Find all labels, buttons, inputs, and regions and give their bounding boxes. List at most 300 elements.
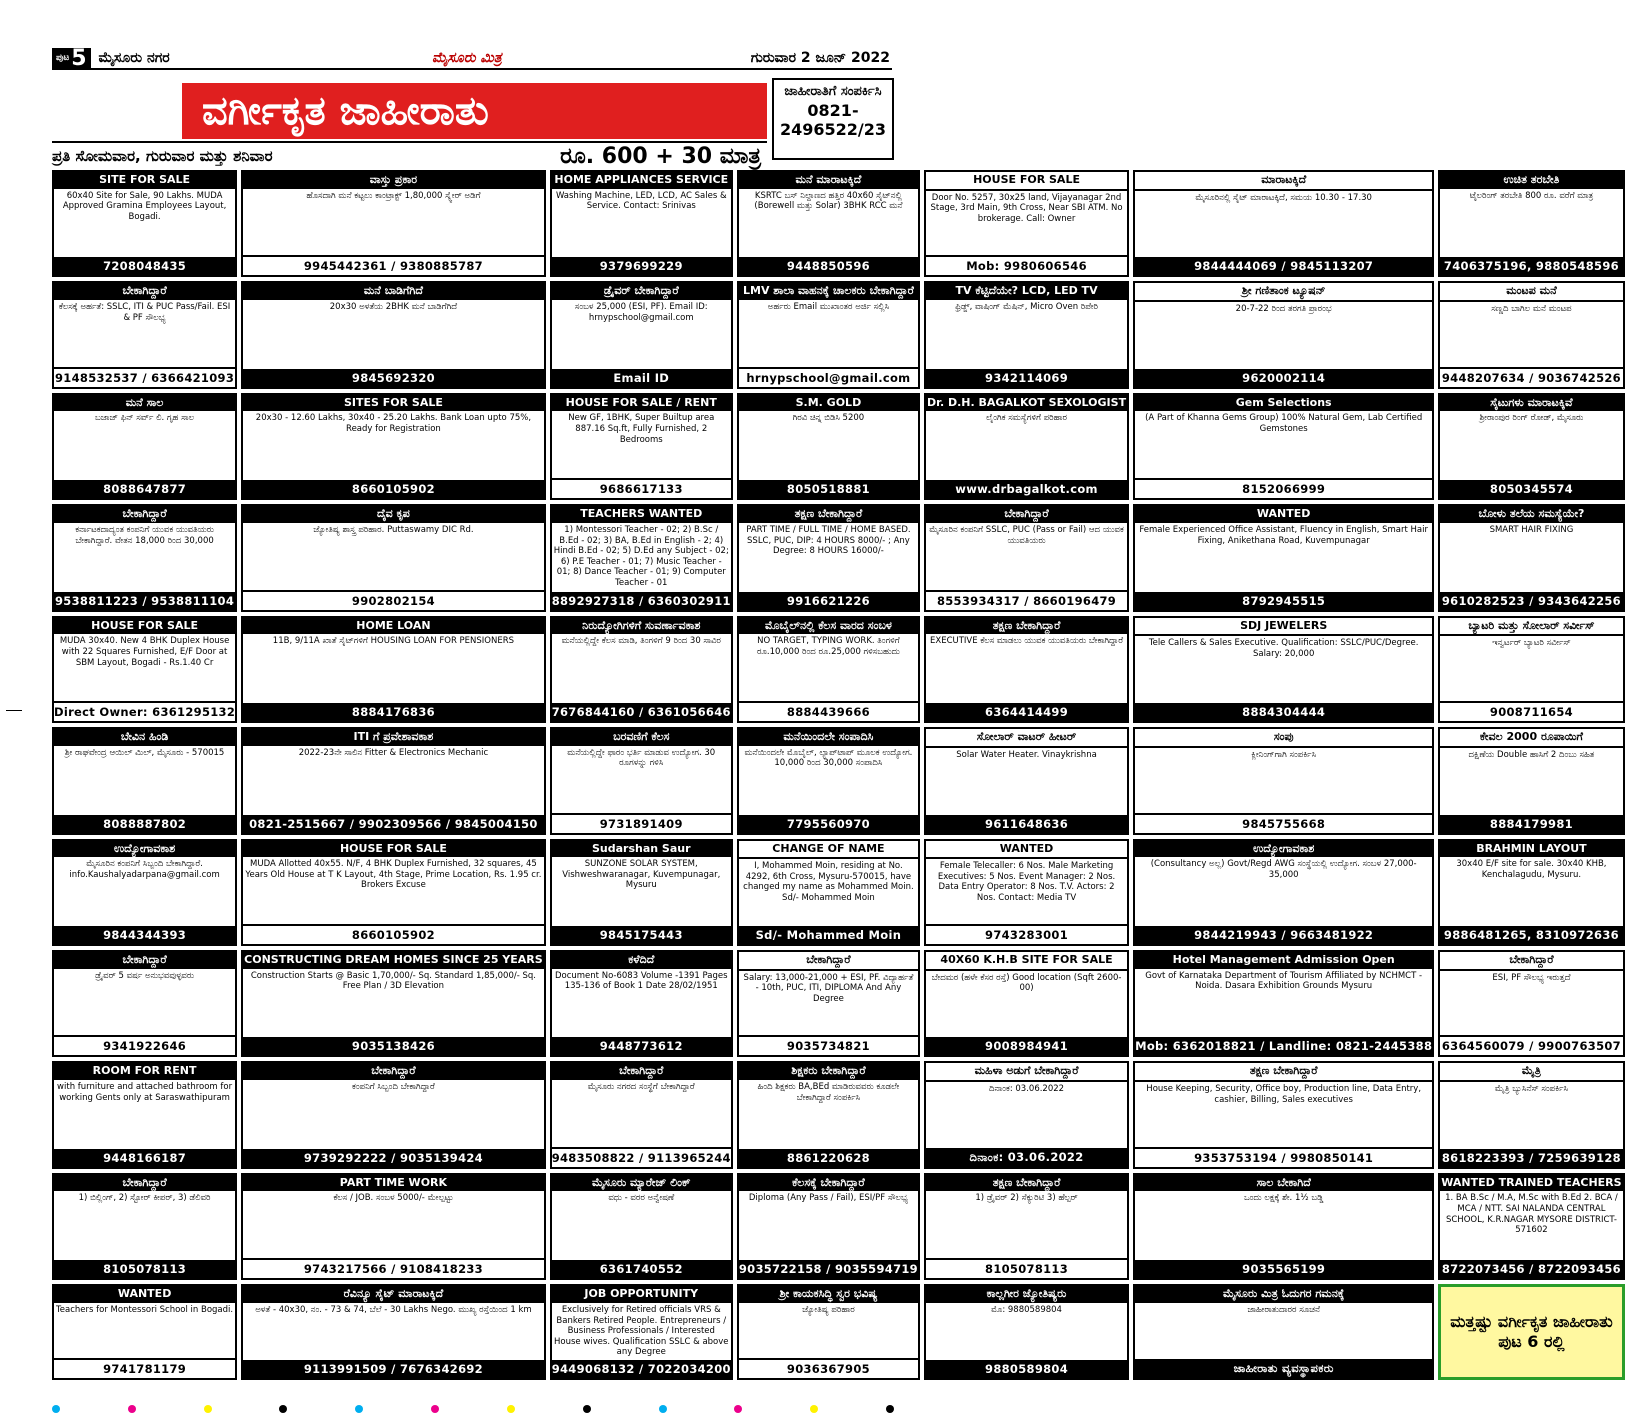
ad-title: ದೈವ ಕೃಪ	[243, 506, 544, 523]
ad-title: ಸೈಟುಗಳು ಮಾರಾಟಕ್ಕಿವೆ	[1440, 395, 1622, 412]
classified-ad	[241, 281, 546, 388]
ad-title: ರೆವಿನ್ಯೂ ಸೈಟ್ ಮಾರಾಟಕ್ಕಿದೆ	[243, 1286, 544, 1303]
ad-body: Tele Callers & Sales Executive. Qualification: SSLC/PUC/Degree. Salary: 20,000	[1148, 638, 1419, 659]
ad-body: 60x40 Site for Sale, 90 Lakhs. MUDA Approved Gramina Employees Layout, Bogadi.	[62, 190, 227, 222]
ad-title: ಉದ್ಯೋಗಾವಕಾಶ	[54, 841, 235, 858]
ad-phone: 9845175443	[552, 926, 731, 944]
classified-ad	[924, 504, 1129, 611]
ad-title: ನಿರುದ್ಯೋಗಿಗಳಿಗೆ ಸುವರ್ಣಾವಕಾಶ	[552, 618, 731, 635]
ad-title: ROOM FOR RENT	[54, 1063, 235, 1080]
ad-body: ಕೆಲಸ / JOB. ಸಂಬಳ 5000/- ಮೇಲ್ಪಟ್ಟು	[333, 1193, 454, 1204]
ad-title: WANTED	[926, 841, 1127, 860]
ad-body: ಕೆಲಸಕ್ಕೆ ಅರ್ಹತೆ: SSLC, ITI & PUC Pass/Fail. ESI & PF ಸೌಲಭ್ಯ	[58, 302, 231, 323]
ad-body: NO TARGET, TYPING WORK. ತಿಂಗಳಿಗೆ ರೂ.10,000 ರಿಂದ ರೂ.25,000 ಗಳಿಸಬಹುದು	[756, 636, 900, 657]
ad-phone: 8892927318 / 6360302911	[551, 593, 731, 608]
ad-phone: 9739292222 / 9035139424	[243, 1149, 544, 1167]
ad-title: Hotel Management Admission Open	[1135, 952, 1432, 969]
ad-body: Exclusively for Retired officials VRS & Bankers Retired People. Entrepreneurs / Business Professionals / Interested House wives. Qualification SSLC & above any Degree	[553, 1304, 729, 1358]
ad-body: 30x40 E/F site for sale. 30x40 KHB, Kenchalagudu, Mysuru.	[1456, 859, 1607, 880]
ad-title: ಮೊಬೈಲ್‌ನಲ್ಲಿ ಕೆಲಸ ವಾರದ ಸಂಬಳ	[739, 618, 918, 635]
classified-ad	[550, 1284, 733, 1380]
ad-body: ಅರ್ಹರು Email ಮುಖಾಂತರ ಅರ್ಜಿ ಸಲ್ಲಿಸಿ	[767, 302, 890, 313]
classified-ad	[550, 616, 733, 723]
classified-ad	[550, 727, 733, 834]
ad-body: House Keeping, Security, Office boy, Production line, Data Entry, cashier, Billing, Sales executives	[1146, 1084, 1422, 1105]
ad-body: ಮೈಸೂರಿನ ಕಂಪನಿಗೆ ಸಿಬ್ಬಂದಿ ಬೇಕಾಗಿದ್ದಾರೆ. info.Kaushalyadarpana@gmail.com	[69, 859, 220, 880]
classified-ad	[52, 504, 237, 611]
classified-ad	[1133, 727, 1434, 834]
ad-body: New GF, 1BHK, Super Builtup area 887.16 Sq.ft, Fully Furnished, 2 Bedrooms	[568, 413, 715, 445]
ad-title: ಮೈತ್ರಿ	[1440, 1063, 1622, 1082]
classified-ad	[737, 616, 920, 723]
classified-ad	[1438, 393, 1624, 500]
ad-phone: 9743283001	[926, 924, 1127, 944]
ad-body: Document No-6083 Volume -1391 Pages 135-136 of Book 1 Date 28/02/1951	[554, 970, 728, 992]
ad-title: ಮನೆಯಿಂದಲೇ ಸಂಪಾದಿಸಿ	[739, 729, 918, 746]
contact-label: ಜಾಹೀರಾತಿಗೆ ಸಂಪರ್ಕಿಸಿ	[784, 84, 882, 99]
ad-title: HOME LOAN	[243, 618, 544, 635]
ad-body: ಅಳತೆ - 40x30, ನಂ. - 73 & 74, ಬೆಲೆ - 30 Lakhs Nego. ಮುಖ್ಯ ರಸ್ತೆಯಿಂದ 1 km	[255, 1304, 532, 1315]
classified-ad	[737, 727, 920, 834]
ad-body: 20x30 - 12.60 Lakhs, 30x40 - 25.20 Lakhs. Bank Loan upto 75%, Ready for Registration	[255, 413, 532, 435]
ad-body: MUDA 30x40. New 4 BHK Duplex House with 22 Squares Furnished, E/F Door at SBM Layout, Bogadi - Rs.1.40 Cr	[59, 636, 230, 668]
classified-ad	[1133, 616, 1434, 723]
classified-ad	[550, 281, 733, 388]
ad-phone: 8152066999	[1135, 478, 1432, 498]
classified-ad	[52, 950, 237, 1057]
ad-title: 40X60 K.H.B SITE FOR SALE	[926, 952, 1127, 971]
ad-body: ಮೈತ್ರಿ ಬ್ಯುಸಿನೆಸ್ ಸಂಪರ್ಕಿಸಿ	[1494, 1084, 1569, 1095]
ad-title: ಬೇಕಾಗಿದ್ದಾರೆ	[243, 1063, 544, 1080]
ad-phone: 8105078113	[926, 1258, 1127, 1278]
ad-phone: 8884304444	[1135, 703, 1432, 721]
ad-body: ಮನೆಯಲ್ಲಿದ್ದೇ ಫಾರಂ ಭರ್ತಿ ಮಾಡುವ ಉದ್ಯೋಗ. 30 ರೂಗಳನ್ನು ಗಳಿಸಿ	[567, 747, 716, 769]
ads-grid	[52, 170, 1622, 1380]
ad-title: WANTED TRAINED TEACHERS	[1440, 1175, 1622, 1192]
classified-ad	[1438, 950, 1624, 1057]
classified-ad	[52, 1173, 237, 1280]
ad-body: 1) ಡ್ರೈವರ್ 2) ಸೆಕ್ಯುರಿಟಿ 3) ಹೆಲ್ಪರ್	[975, 1193, 1078, 1204]
ad-phone: 9449068132 / 7022034200	[551, 1362, 731, 1376]
ad-body: 11B, 9/11A ಖಾತೆ ಸೈಟ್‌ಗಳಿಗೆ HOUSING LOAN FOR PENSIONERS	[272, 636, 515, 647]
classified-ad	[52, 1061, 237, 1168]
classified-ad	[241, 504, 546, 611]
ad-title: S.M. GOLD	[739, 395, 918, 412]
ad-title: SITE FOR SALE	[54, 172, 235, 189]
classified-ad	[550, 393, 733, 500]
ad-phone: 9686617133	[552, 478, 731, 498]
ad-body: SUNZONE SOLAR SYSTEM, Vishweshwaranagar, Kuvempunagar, Mysuru	[562, 859, 721, 891]
classified-ad	[1438, 616, 1624, 723]
ad-title: JOB OPPORTUNITY	[552, 1286, 731, 1303]
classified-ad	[924, 727, 1129, 834]
ad-phone: 9113991509 / 7676342692	[243, 1360, 544, 1378]
ad-body: ಡ್ರೈವರ್ 5 ವರ್ಷ ಅನುಭವವುಳ್ಳವರು	[95, 970, 195, 981]
ad-phone: 9008711654	[1440, 701, 1622, 721]
ad-body: ಹೊಸದಾಗಿ ಮನೆ ಕಟ್ಟಲು ಕಾಂಟ್ರಾಕ್ಟ್ 1,80,000 ಸ್ಕ್ವೇರ್ ಅಡಿಗೆ	[306, 190, 481, 201]
ad-title: ITI ಗೆ ಪ್ರವೇಶಾವಕಾಶ	[243, 729, 544, 746]
ad-phone: 9008984941	[926, 1037, 1127, 1055]
classified-ad	[1133, 1173, 1434, 1280]
classified-ad	[52, 281, 237, 388]
ad-phone: Sd/- Mohammed Moin	[739, 926, 918, 944]
ad-title: ಶಿಕ್ಷಕರು ಬೇಕಾಗಿದ್ದಾರೆ	[739, 1063, 918, 1080]
banner-decoration	[52, 83, 182, 139]
ad-phone: 9945442361 / 9380885787	[243, 255, 544, 275]
ad-title: ಮನೆ ಮಾರಾಟಕ್ಕಿದೆ	[739, 172, 918, 189]
classified-ad	[737, 281, 920, 388]
ad-title: ಮಂಟಪ ಮನೆ	[1440, 283, 1622, 302]
ad-phone: 6364414499	[926, 703, 1127, 721]
ad-body: Govt of Karnataka Department of Tourism Affiliated by NCHMCT - Noida. Dasara Exhibition Grounds Mysuru	[1145, 970, 1423, 992]
ad-title: WANTED	[54, 1286, 235, 1303]
classified-ad	[550, 170, 733, 277]
section-name: ಮೈಸೂರು ನಗರ	[98, 50, 170, 66]
ad-phone: 9743217566 / 9108418233	[243, 1258, 544, 1278]
ad-body: I, Mohammed Moin, residing at No. 4292, 6th Cross, Mysuru-570015, have changed my name as Mohammed Moin. Sd/- Mohammed Moin	[743, 861, 914, 904]
classified-ad	[1438, 281, 1624, 388]
ad-body: ಕ್ಲೀನಿಂಗ್‌ಗಾಗಿ ಸಂಪರ್ಕಿಸಿ	[1251, 749, 1317, 760]
ad-body: Female Telecaller: 6 Nos. Male Marketing Executives: 5 Nos. Event Manager: 2 Nos. Data Entry Operator: 8 Nos. T.V. Actors: 2 Nos. Contact: Media TV	[937, 861, 1116, 904]
ad-body: ESI, PF ಸೌಲಭ್ಯ ಇರುತ್ತದೆ	[1492, 972, 1571, 983]
ad-body: EXECUTIVE ಕೆಲಸ ಮಾಡಲು ಯುವಕ ಯುವತಿಯರು ಬೇಕಾಗಿದ್ದಾರೆ	[930, 636, 1124, 647]
ad-body: Washing Machine, LED, LCD, AC Sales & Service. Contact: Srinivas	[555, 190, 727, 212]
ad-title: HOUSE FOR SALE	[243, 841, 544, 858]
classified-ad	[52, 170, 237, 277]
ad-body: ದಿನಾಂಕ: 03.06.2022	[989, 1084, 1065, 1095]
classified-ad	[550, 839, 733, 946]
ad-phone: 0821-2515667 / 9902309566 / 9845004150	[243, 815, 544, 833]
ad-body: ಟೈಲರಿಂಗ್ ತರಬೇತಿ 800 ರೂ. ವರೆಗೆ ಮಾತ್ರ	[1469, 190, 1594, 201]
classified-ad	[1133, 950, 1434, 1057]
classified-ad	[1438, 504, 1624, 611]
ad-phone: 8050518881	[739, 480, 918, 498]
classified-ad	[1438, 839, 1624, 946]
classified-ad	[737, 1173, 920, 1280]
ad-body: ಮೈಸೂರಿನಲ್ಲಿ ಸೈಟ್ ಮಾರಾಟಕ್ಕಿದೆ, ಸಮಯ 10.30 - 17.30	[1195, 192, 1372, 203]
classified-ad	[924, 393, 1129, 500]
classified-ad	[1133, 393, 1434, 500]
ad-title: ತಕ್ಷಣ ಬೇಕಾಗಿದ್ದಾರೆ	[739, 506, 918, 523]
ad-phone: www.drbagalkot.com	[926, 480, 1127, 498]
ad-phone: 9448850596	[739, 257, 918, 275]
ad-title: ಬೇಕಾಗಿದ್ದಾರೆ	[1440, 952, 1622, 971]
ad-phone: 9353753194 / 9980850141	[1135, 1147, 1432, 1167]
ad-phone: 7676844160 / 6361056646	[551, 705, 731, 720]
newspaper-brand: ಮೈಸೂರು ಮಿತ್ರ	[432, 50, 502, 66]
ad-title: HOUSE FOR SALE	[54, 618, 235, 635]
ad-body: ಕರ್ನಾಟಕದಾದ್ಯಂತ ಕಂಪನಿಗೆ ಯುವಕ ಯುವತಿಯರು ಬೇಕಾಗಿದ್ದಾರೆ. ವೇತನ 18,000 ರಿಂದ 30,000	[75, 524, 214, 546]
ad-phone: 9341922646	[54, 1035, 235, 1055]
classified-ad	[241, 1284, 546, 1380]
ad-title: ಸಾಲ ಬೇಕಾಗಿದೆ	[1135, 1175, 1432, 1192]
ad-body: 1. BA B.Sc / M.A, M.Sc with B.Ed 2. BCA / MCA / NTT. SAI NALANDA CENTRAL SCHOOL, K.R.NAGAR MYSORE DISTRICT-571602	[1445, 1193, 1618, 1236]
ad-title: ಶ್ರೀ ಗಣಿತಾಂಕ ಟ್ಯೂಷನ್	[1135, 283, 1432, 302]
classified-ad	[1438, 170, 1624, 277]
ad-title: LMV ಶಾಲಾ ವಾಹನಕ್ಕೆ ಚಾಲಕರು ಬೇಕಾಗಿದ್ದಾರೆ	[739, 283, 918, 300]
ad-body: ಜ್ಯೋತಿಷ್ಯ ಪರಿಹಾರ	[802, 1304, 855, 1315]
ad-title: TV ಕೆಟ್ಟಿದೆಯೇ? LCD, LED TV	[926, 283, 1127, 300]
ad-title: BRAHMIN LAYOUT	[1440, 841, 1622, 858]
ad-title: ಬೇಕಾಗಿದ್ದಾರೆ	[54, 952, 235, 969]
ad-body: ಮೈಸೂರು ನಗರದ ಸಂಸ್ಥೆಗೆ ಬೇಕಾಗಿದ್ದಾರೆ	[587, 1082, 695, 1093]
ad-body: ಸಣ್ಣದಿ ಬಾಗಿಲ ಮನೆ ಮಂಟಪ	[1491, 304, 1572, 315]
ad-body: KSRTC ಬಸ್ ನಿಲ್ದಾಣದ ಹತ್ತಿರ 40x60 ಸೈಟ್‌ನಲ್ಲಿ (Borewell ಮತ್ತು Solar) 3BHK RCC ಮನೆ	[754, 190, 903, 212]
ad-phone: 9036367905	[739, 1358, 918, 1378]
ad-phone: Email ID	[552, 369, 731, 387]
classified-ad	[737, 950, 920, 1057]
margin-mark	[6, 710, 22, 711]
ad-phone: 9610282523 / 9343642256	[1441, 593, 1621, 608]
ad-body: ಮನೆಯಿಂದಲೇ ಮೊಬೈಲ್, ಲ್ಯಾಪ್‌ಟಾಪ್ ಮೂಲಕ ಉದ್ಯೋಗ. 10,000 ರಿಂದ 30,000 ಸಂಪಾದಿಸಿ	[744, 747, 913, 769]
ad-title: WANTED	[1135, 506, 1432, 523]
ad-title: SITES FOR SALE	[243, 395, 544, 412]
ad-body: ಮೊ: 9880589804	[991, 1304, 1062, 1315]
classified-ad	[737, 1061, 920, 1168]
ad-title: PART TIME WORK	[243, 1175, 544, 1192]
ad-title: ಬೋಳು ತಲೆಯ ಸಮಸ್ಯೆಯೇ?	[1440, 506, 1622, 523]
classified-ad	[241, 393, 546, 500]
ad-title: Dr. D.H. BAGALKOT SEXOLOGIST	[926, 395, 1127, 412]
ad-title: ಬರವಣಿಗೆ ಕೆಲಸ	[552, 729, 731, 746]
classified-ad	[550, 950, 733, 1057]
ad-body: Door No. 5257, 30x25 land, Vijayanagar 2nd Stage, 3rd Main, 9th Cross, Near SBI ATM. No brokerage. Call: Owner	[930, 192, 1123, 224]
ad-body: 1) ಬಿಲ್ಲಿಂಗ್, 2) ಸ್ಟೋರ್ ಕೀಪರ್, 3) ಡೆಲಿವರಿ	[78, 1193, 211, 1204]
ad-phone: 9880589804	[926, 1360, 1127, 1378]
ad-body: 20x30 ಅಳತೆಯ 2BHK ಮನೆ ಬಾಡಿಗೆಗಿದೆ	[329, 302, 458, 313]
ad-body: 1) Montessori Teacher - 02; 2) B.Sc / B.Ed - 02; 3) BA, B.Ed in English - 2; 4) Hindi B.Ed - 02; 5) D.Ed any Subject - 02; 6) P.E Teacher - 01; 7) Music Teacher - 01; 8) Dance Teacher - 01; 9) Computer Teacher - 01	[553, 524, 729, 589]
ad-title: ಸಂಪು	[1135, 729, 1432, 748]
ad-title: ಕೇವಲ 2000 ರೂಪಾಯಿಗೆ	[1440, 729, 1622, 748]
ad-title: ಬೇಕಾಗಿದ್ದಾರೆ	[54, 283, 235, 300]
ad-title: ಉದ್ಯೋಗಾವಕಾಶ	[1135, 841, 1432, 858]
ad-title: ಶ್ರೀ ಕಾಯಕಸಿದ್ಧಿ ಸ್ವರ ಭವಿಷ್ಯ	[739, 1286, 918, 1303]
ad-title: ಬೇವಿನ ಹಿಂಡಿ	[54, 729, 235, 746]
ad-body: ಸಂಬಳ 25,000 (ESI, PF). Email ID: hrnypschool@gmail.com	[574, 302, 708, 323]
ad-phone: 9845692320	[243, 369, 544, 387]
ad-phone: 8884439666	[739, 701, 918, 721]
ad-phone: 9148532537 / 6366421093	[54, 367, 235, 387]
ad-phone: 8088887802	[54, 815, 235, 833]
ad-phone: 9844219943 / 9663481922	[1135, 926, 1432, 944]
classified-ad	[924, 839, 1129, 946]
classified-ad	[241, 950, 546, 1057]
ad-phone: 9448773612	[552, 1037, 731, 1055]
ad-title: ಮೈಸೂರು ಮ್ಯಾರೇಜ್ ಲಿಂಕ್	[552, 1175, 731, 1192]
ad-title: ಬೇಕಾಗಿದ್ದಾರೆ	[54, 506, 235, 523]
ad-phone: 9035734821	[739, 1035, 918, 1055]
classified-ad	[550, 1173, 733, 1280]
classified-ad	[52, 616, 237, 723]
ad-phone: 9844444069 / 9845113207	[1135, 257, 1432, 275]
ad-phone: 9448166187	[54, 1149, 235, 1167]
ad-title: HOUSE FOR SALE	[926, 172, 1127, 191]
classified-ad	[1133, 1061, 1434, 1168]
ad-title: ಮನೆ ಸಾಲ	[54, 395, 235, 412]
ad-phone: 6361740552	[552, 1260, 731, 1278]
ad-body: ಫ್ರಿಡ್ಜ್, ವಾಷಿಂಗ್ ಮೆಷಿನ್, Micro Oven ರಿಪೇರಿ	[955, 302, 1099, 313]
ad-body: Salary: 13,000-21,000 + ESI, PF. ವಿದ್ಯಾರ್ಹತೆ - 10th, PUC, ITI, DIPLOMA And Any Degree	[743, 972, 914, 1004]
ad-title: ಬೇಕಾಗಿದ್ದಾರೆ	[926, 506, 1127, 523]
classified-ad	[52, 393, 237, 500]
ad-title: TEACHERS WANTED	[552, 506, 731, 523]
publication-schedule: ಪ್ರತಿ ಸೋಮವಾರ, ಗುರುವಾರ ಮತ್ತು ಶನಿವಾರ	[52, 147, 273, 165]
ad-title: ತಕ್ಷಣ ಬೇಕಾಗಿದ್ದಾರೆ	[926, 1175, 1127, 1192]
classified-ad	[737, 504, 920, 611]
classified-ad	[241, 616, 546, 723]
ad-title: ವಾಸ್ತು ಪ್ರಕಾರ	[243, 172, 544, 189]
ad-phone: 9902802154	[243, 590, 544, 610]
ad-phone: 6364560079 / 9900763507	[1440, 1035, 1622, 1055]
classified-ad	[924, 281, 1129, 388]
ad-title: CHANGE OF NAME	[739, 841, 918, 860]
classified-ad	[52, 1284, 237, 1380]
ad-phone: Direct Owner: 6361295132	[54, 701, 235, 721]
ad-phone: 8553934317 / 8660196479	[926, 590, 1127, 610]
ad-phone: 8861220628	[739, 1149, 918, 1167]
ad-body: ಮತ್ತಷ್ಟು ವರ್ಗೀಕೃತ ಜಾಹೀರಾತು ಪುಟ 6 ರಲ್ಲಿ	[1450, 1312, 1613, 1352]
ad-title: ಮಹಿಳಾ ಅಡುಗೆ ಬೇಕಾಗಿದ್ದಾರೆ	[926, 1063, 1127, 1082]
ad-body: 20-7-22 ರಿಂದ ತರಗತಿ ಪ್ರಾರಂಭ	[1235, 304, 1332, 315]
ad-phone: 9483508822 / 9113965244	[552, 1147, 731, 1167]
ad-title: ಡ್ರೈವರ್ ಬೇಕಾಗಿದ್ದಾರೆ	[552, 283, 731, 300]
classified-ad	[737, 170, 920, 277]
classified-ad	[1438, 1061, 1624, 1168]
ad-phone: 9620002114	[1135, 369, 1432, 387]
ad-title: HOME APPLIANCES SERVICE	[552, 172, 731, 189]
banner-title: ವರ್ಗೀಕೃತ ಜಾಹೀರಾತು	[182, 83, 767, 139]
ad-phone: ದಿನಾಂಕ: 03.06.2022	[926, 1148, 1127, 1167]
ad-title: ಮೈಸೂರು ಮಿತ್ರ ಓದುಗರ ಗಮನಕ್ಕೆ	[1135, 1286, 1432, 1303]
ad-body: ಮನೆಯಲ್ಲಿದ್ದೇ ಕೆಲಸ ಮಾಡಿ, ತಿಂಗಳಿಗೆ 9 ರಿಂದ 30 ಸಾವಿರ	[561, 636, 721, 647]
classified-ad	[241, 727, 546, 834]
ad-body: (Consultancy ಅಲ್ಲ) Govt/Regd AWG ಸಂಸ್ಥೆಯಲ್ಲಿ ಉದ್ಯೋಗ. ಸಂಬಳ 27,000-35,000	[1150, 859, 1417, 880]
classified-ad	[1438, 1173, 1624, 1280]
ad-body: Construction Starts @ Basic 1,70,000/- Sq. Standard 1,85,000/- Sq. Free Plan / 3D Elevation	[250, 970, 536, 992]
print-registration-dots	[52, 1405, 894, 1413]
classified-ad	[241, 839, 546, 946]
classified-ad	[550, 504, 733, 611]
ad-title: Sudarshan Saur	[552, 841, 731, 858]
classified-ad	[1133, 1284, 1434, 1380]
ad-title: ಮನೆ ಬಾಡಿಗೆಗಿದೆ	[243, 283, 544, 300]
ad-phone: 9741781179	[54, 1358, 235, 1378]
ad-phone: 9379699229	[552, 257, 731, 275]
ad-phone: 9035722158 / 9035594719	[738, 1262, 918, 1277]
ad-title: ಬೇಕಾಗಿದ್ದಾರೆ	[54, 1175, 235, 1192]
ad-phone: Mob: 6362018821 / Landline: 0821-2445388	[1135, 1039, 1433, 1054]
ad-title: ಉಚಿತ ತರಬೇತಿ	[1440, 172, 1622, 189]
classified-ad	[924, 1173, 1129, 1280]
ad-phone: ಜಾಹೀರಾತು ವ್ಯವಸ್ಥಾಪಕರು	[1135, 1359, 1432, 1378]
ad-price: ರೂ. 600 + 30 ಮಾತ್ರ	[560, 143, 761, 169]
ad-phone: 8722073456 / 8722093456	[1441, 1262, 1621, 1277]
ad-body: 2022-23ನೇ ಸಾಲಿನ Fitter & Electronics Mechanic	[298, 747, 489, 758]
ad-body: ಬಜಾಜ್ ಫಿನ್ ಸರ್ವ್ ಲಿ. ಗೃಹ ಸಾಲ	[95, 413, 195, 424]
ad-phone: 9845755668	[1135, 813, 1432, 833]
classified-ad	[1133, 504, 1434, 611]
ad-phone: hrnypschool@gmail.com	[739, 367, 918, 387]
ad-phone: 8105078113	[54, 1260, 235, 1278]
ad-title: CONSTRUCTING DREAM HOMES SINCE 25 YEARS	[243, 952, 544, 969]
ad-body: Female Experienced Office Assistant, Fluency in English, Smart Hair Fixing, Anikethana Road, Kuvempunagar	[1139, 524, 1428, 546]
ad-body: Diploma (Any Pass / Fail), ESI/PF ಸೌಲಭ್ಯ	[748, 1193, 908, 1204]
ad-title: SDJ JEWELERS	[1135, 618, 1432, 637]
banner-subline	[52, 141, 767, 169]
ad-body: SMART HAIR FIXING	[1489, 524, 1574, 535]
ad-body: Teachers for Montessori School in Bogadi.	[56, 1304, 234, 1315]
ad-title: ಕೆಲಸಕ್ಕೆ ಬೇಕಾಗಿದ್ದಾರೆ	[739, 1175, 918, 1192]
ad-title: ಮಾರಾಟಕ್ಕಿದೆ	[1135, 172, 1432, 191]
ad-body: with furniture and attached bathroom for working Gents only at Saraswathipuram	[57, 1082, 233, 1103]
classified-ad	[924, 1284, 1129, 1380]
classified-ad	[241, 1173, 546, 1280]
ad-phone: 7208048435	[54, 257, 235, 275]
ad-body: ಜ್ಯೋತಿಷ್ಯ ಶಾಸ್ತ್ರ ಪರಿಹಾರ. Puttaswamy DIC Rd.	[313, 524, 474, 535]
classified-ad	[924, 1061, 1129, 1168]
ad-phone: 9731891409	[552, 813, 731, 833]
ad-title: ಸೋಲಾರ್ ವಾಟರ್ ಹೀಟರ್	[926, 729, 1127, 748]
ad-title: ತಕ್ಷಣ ಬೇಕಾಗಿದ್ದಾರೆ	[1135, 1063, 1432, 1082]
ad-title: ಕಾಲ್ಲಗೀರ ಜ್ಯೋತಿಷ್ಯರು	[926, 1286, 1127, 1303]
classified-ad	[52, 727, 237, 834]
ad-phone: 9342114069	[926, 369, 1127, 387]
ad-body: ಜಾಹೀರಾತುದಾರರ ಸೂಚನೆ	[1247, 1304, 1321, 1315]
ad-phone: 9844344393	[54, 926, 235, 944]
ad-body: ಲೈಂಗಿಕ ಸಮಸ್ಯೆಗಳಿಗೆ ಪರಿಹಾರ	[986, 413, 1068, 424]
ad-body: (A Part of Khanna Gems Group) 100% Natural Gem, Lab Certified Gemstones	[1145, 413, 1423, 435]
ad-body: ದಕ್ಷಿಣೆಯ Double ಹಾಸಿಗೆ 2 ದಿಂಬು ಸಹಿತ	[1468, 749, 1595, 760]
ad-body: ಮೈಸೂರಿನ ಕಂಪನಿಗೆ SSLC, PUC (Pass or Fail) ಆದ ಯುವಕ ಯುವತಿಯರು	[929, 524, 1124, 546]
ad-phone: 8660105902	[243, 480, 544, 498]
ad-phone: 7795560970	[739, 815, 918, 833]
ad-phone: Mob: 9980606546	[926, 255, 1127, 275]
classified-ad	[737, 393, 920, 500]
ad-body: ಗಿರವಿ ಚಿನ್ನ ಬಿಡಿಸಿ 5200	[792, 413, 865, 424]
page-header	[52, 45, 892, 71]
classified-ad	[1133, 839, 1434, 946]
ad-title: HOUSE FOR SALE / RENT	[552, 395, 731, 412]
ad-phone: 9611648636	[926, 815, 1127, 833]
classified-ad	[241, 170, 546, 277]
ad-phone: 8792945515	[1135, 592, 1432, 610]
ad-phone: 8884179981	[1440, 815, 1622, 833]
classifieds-banner	[52, 75, 767, 169]
ad-phone: 9448207634 / 9036742526	[1440, 367, 1622, 387]
classified-ad	[924, 170, 1129, 277]
classified-ad	[924, 616, 1129, 723]
ad-phone: 9035565199	[1135, 1260, 1432, 1278]
classified-ad	[550, 1061, 733, 1168]
ad-phone: 8884176836	[243, 703, 544, 721]
ad-title: ಬ್ಯಾಟರಿ ಮತ್ತು ಸೋಲಾರ್ ಸರ್ವೀಸ್	[1440, 618, 1622, 637]
ad-phone: 8088647877	[54, 480, 235, 498]
ad-phone: 8618223393 / 7259639128	[1441, 1150, 1621, 1165]
ad-phone: 7406375196, 9880548596	[1440, 257, 1622, 275]
ad-title: ಬೇಕಾಗಿದ್ದಾರೆ	[552, 1063, 731, 1080]
ad-body: MUDA Allotted 40x55. N/F, 4 BHK Duplex Furnished, 32 squares, 45 Years Old House at T K Layout, 4th Stage, Prime Location, Rs. 1.95 cr. Brokers Excuse	[245, 859, 542, 891]
classified-ad	[1133, 281, 1434, 388]
ad-body: ವಧು - ವರರ ಅನ್ವೇಷಣೆ	[608, 1193, 675, 1204]
classified-ad	[52, 839, 237, 946]
ad-body: ಶ್ರೀ ರಾಘವೇಂದ್ರ ಆಯಿಲ್ ಮಿಲ್, ಮೈಸೂರು - 570015	[64, 747, 225, 758]
classified-ad	[1438, 727, 1624, 834]
ad-title: ತಕ್ಷಣ ಬೇಕಾಗಿದ್ದಾರೆ	[926, 618, 1127, 635]
classified-ad	[1133, 170, 1434, 277]
ad-body: ಒಂದು ಲಕ್ಷಕ್ಕೆ ಶೇ. 1½ ಬಡ್ಡಿ	[1243, 1193, 1324, 1204]
ad-body: ಕಂಪನಿಗೆ ಸಿಬ್ಬಂದಿ ಬೇಕಾಗಿದ್ದಾರೆ	[352, 1082, 435, 1093]
classified-ad	[1438, 1284, 1624, 1380]
